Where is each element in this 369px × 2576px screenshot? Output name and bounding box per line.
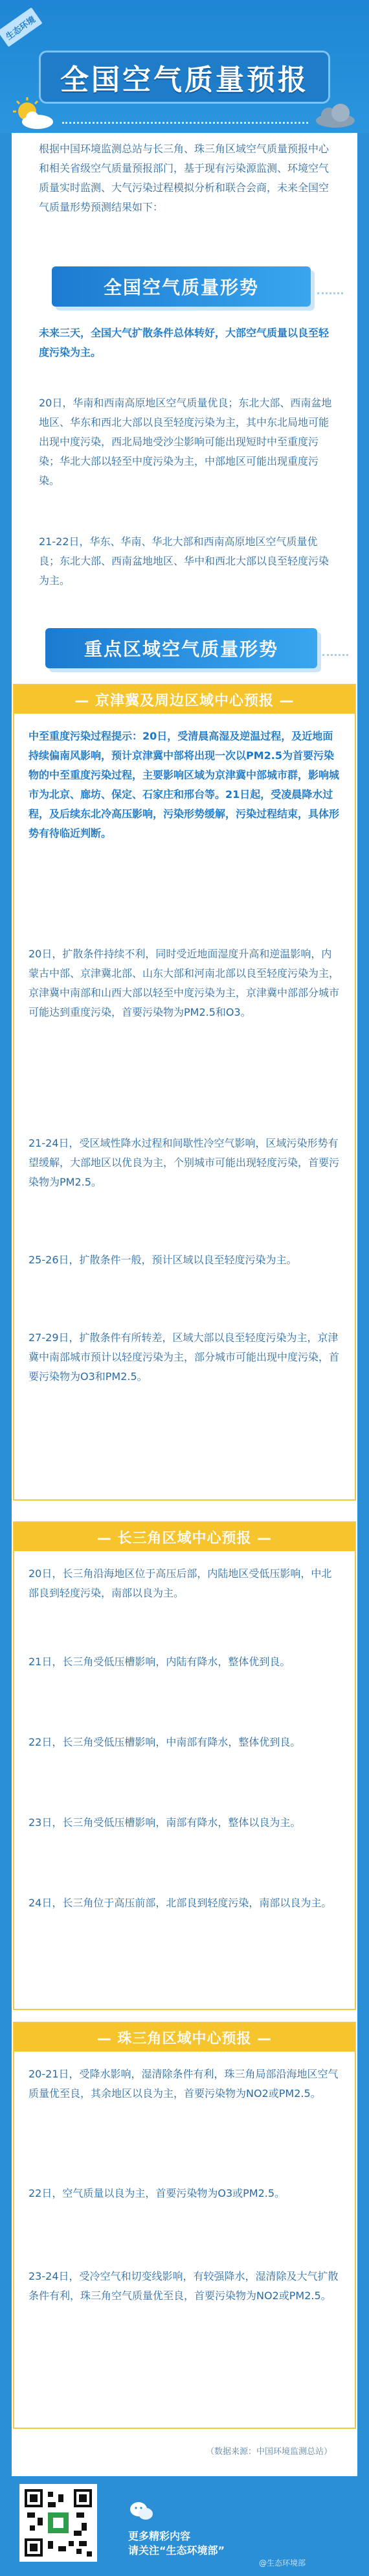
- banner-dots: [322, 654, 348, 658]
- qr-code-graphic: [25, 2489, 92, 2557]
- divider-dots: [62, 122, 308, 128]
- national-banner-title: 全国空气质量形势: [103, 277, 259, 298]
- page-title: 全国空气质量预报: [60, 64, 309, 97]
- yrd-paragraph-1: 20日，长三角沿海地区位于高压后部，内陆地区受低压影响，中北部良到轻度污染，南部以良为主。: [28, 1567, 332, 1599]
- yrd-paragraph-3: 22日，长三角受低压槽影响，中南部有降水，整体优到良。: [28, 1736, 301, 1748]
- cloud-icon: [311, 102, 356, 128]
- jjj-paragraph-4: 27-29日，扩散条件有所转差，区域大部以良至轻度污染为主，京津冀中南部城市预计以轻度污染为主，部分城市可能出现中度污染，首要污染物为O3和PM2.5。: [28, 1331, 340, 1383]
- prd-section-title: — 珠三角区域中心预报 —: [96, 2030, 273, 2047]
- jjj-section-title: — 京津冀及周边区域中心预报 —: [74, 692, 295, 709]
- data-source-note: （数据来源：中国环境监测总站）: [206, 2447, 333, 2457]
- page-title-box: [39, 51, 330, 104]
- national-banner: [52, 266, 311, 307]
- yrd-paragraph-2: 21日，长三角受低压槽影响，内陆有降水，整体优到良。: [28, 1656, 291, 1668]
- prd-section-head: [14, 2023, 355, 2052]
- yrd-section: [13, 1521, 356, 2010]
- banner-dots: [317, 292, 343, 296]
- key-region-banner-title: 重点区域空气质量形势: [84, 638, 278, 660]
- jjj-paragraph-3: 25-26日，扩散条件一般，预计区域以良至轻度污染为主。: [28, 1254, 297, 1266]
- jjj-paragraph-1: 20日，扩散条件持续不利，同时受近地面湿度升高和逆温影响，内蒙古中部、京津冀北部、山东大部和河南北部以良至轻度污染为主，京津冀中南部和山西大部以轻至中度污染为主，京津冀中部部分城市可能达到重度污染，首要污染物为PM2.5和O3。: [28, 948, 340, 1018]
- sun-cloud-icon: [13, 97, 54, 130]
- prd-section: [13, 2022, 356, 2429]
- jjj-lead: 中至重度污染过程提示：20日，受清晨高湿及逆温过程，及近地面持续偏南风影响，预计京津冀中部将出现一次以PM2.5为首要污染物的中至重度污染过程，主要影响区域为京津冀中部城市群，影响城市为北京、廊坊、保定、石家庄和邢台等。21日起，受凌晨降水过程，及后续东北冷高压影响，污染形势缓解，污染过程结束，具体形势有待临近判断。: [28, 730, 340, 839]
- content-card: [12, 133, 357, 2476]
- watermark: @生态环境部: [259, 2558, 306, 2568]
- jjj-paragraph-2: 21-24日，受区域性降水过程和间歇性冷空气影响，区域污染形势有望缓解，大部地区以优良为主，个别城市可能出现轻度污染，首要污染物为PM2.5。: [28, 1137, 340, 1188]
- yrd-paragraph-5: 24日，长三角位于高压前部，北部良到轻度污染，南部以良为主。: [28, 1897, 332, 1909]
- intro-paragraph: 根据中国环境监测总站与长三角、珠三角区域空气质量预报中心和相关省级空气质量预报部门，基于现有污染源监测、环境空气质量实时监测、大气污染过程模拟分析和联合会商，未来全国空气质量形势预测结果如下：: [39, 143, 330, 213]
- footer-line-2: 请关注“生态环境部”: [128, 2544, 225, 2557]
- prd-paragraph-2: 22日，空气质量以良为主，首要污染物为O3或PM2.5。: [28, 2187, 285, 2199]
- yrd-section-title: — 长三角区域中心预报 —: [96, 1530, 273, 1547]
- wechat-icon: [129, 2501, 154, 2522]
- national-paragraph-2: 21-22日，华东、华南、华北大部和西南高原地区空气质量优良；东北大部、西南盆地地区、华中和西北大部以良至轻度污染为主。: [39, 535, 330, 587]
- national-paragraph-1: 20日，华南和西南高原地区空气质量优良；东北大部、西南盆地地区、华东和西北大部以良至轻度污染为主，其中东北局地可能出现中度污染，西北局地受沙尘影响可能出现短时中至重度污染；华北大部以轻至中度污染为主，中部地区可能出现重度污染。: [39, 397, 332, 487]
- corner-tag: 生态环境: [0, 7, 43, 47]
- jjj-section: [13, 684, 356, 1501]
- jjj-section-head: [14, 685, 355, 714]
- national-lead: 未来三天，全国大气扩散条件总体转好，大部空气质量以良至轻度污染为主。: [39, 327, 330, 358]
- footer-line-1: 更多精彩内容: [128, 2530, 191, 2542]
- key-region-banner: [45, 628, 317, 668]
- header-banner: [0, 0, 369, 133]
- prd-paragraph-3: 23-24日，受冷空气和切变线影响，有较强降水，湿清除及大气扩散条件有利，珠三角空气质量优至良，首要污染物为NO2或PM2.5。: [28, 2270, 339, 2302]
- yrd-section-head: [14, 1523, 355, 1551]
- yrd-paragraph-4: 23日，长三角受低压槽影响，南部有降水，整体以良为主。: [28, 1816, 301, 1829]
- qr-code-icon[interactable]: [19, 2484, 97, 2562]
- prd-paragraph-1: 20-21日，受降水影响，湿清除条件有利，珠三角局部沿海地区空气质量优至良，其余地区以良为主，首要污染物为NO2或PM2.5。: [28, 2068, 339, 2100]
